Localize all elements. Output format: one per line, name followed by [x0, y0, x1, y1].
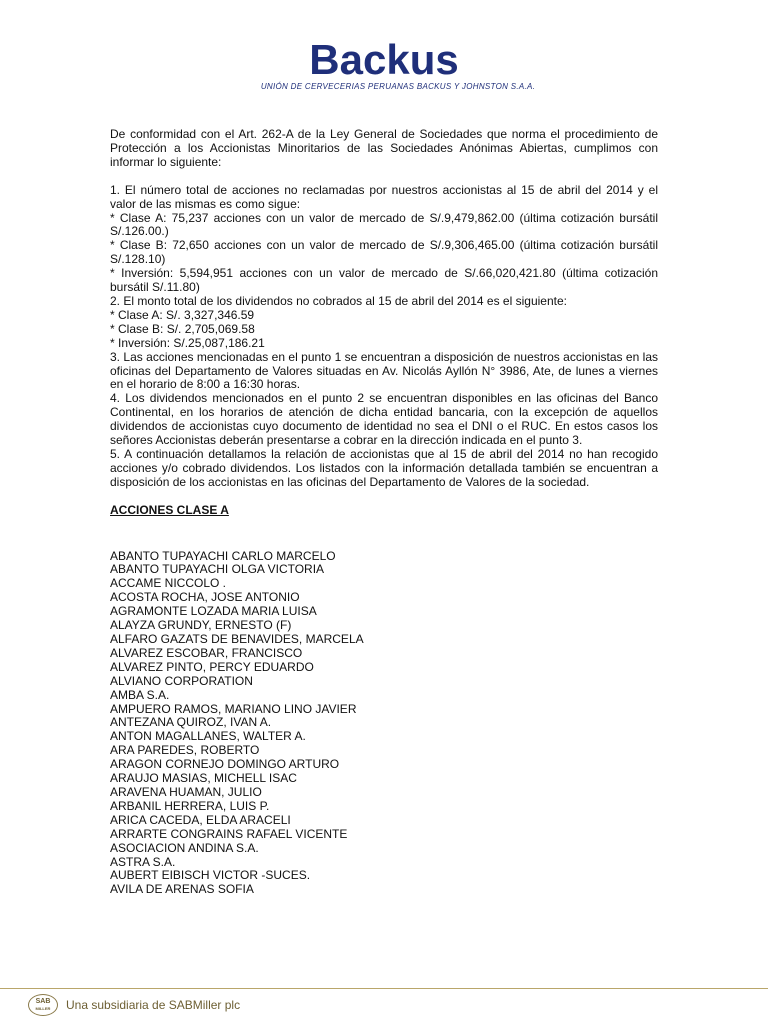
- footer-divider: [0, 988, 768, 989]
- backus-logo: Backus: [309, 36, 459, 83]
- section-title: ACCIONES CLASE A: [110, 502, 229, 517]
- body-line: 5. A continuación detallamos la relación de accionistas que al 15 de abril del 2014 no han recogido acciones y/o cobrado dividendos. Los listados con la información detallada también se encuentran a disposición de los accionistas en las oficinas del Departamento de Valores de la sociedad.: [110, 446, 658, 489]
- list-item: ARRARTE CONGRAINS RAFAEL VICENTE: [110, 826, 348, 841]
- body-line: 4. Los dividendos mencionados en el punto 2 se encuentran disponibles en las oficinas del Banco Continental, en los horarios de atención de dicha entidad bancaria, con la excepción de aquellos dividendos de accionistas cuyo documento de identidad no sea el DNI o el RUC. En estos casos los señores Accionistas deberán presentarse a cobrar en la dirección indicada en el punto 3.: [110, 391, 658, 448]
- list-item: ASOCIACION ANDINA S.A.: [110, 840, 259, 855]
- list-item: ACCAME NICCOLO .: [110, 576, 227, 591]
- document-body: [110, 128, 658, 897]
- list-item: AMPUERO RAMOS, MARIANO LINO JAVIER: [110, 701, 357, 716]
- list-item: ARAUJO MASIAS, MICHELL ISAC: [110, 771, 297, 786]
- badge-subtext: MILLER: [35, 1006, 51, 1011]
- footer-text: Una subsidiaria de SABMiller plc: [66, 998, 241, 1012]
- body-line: * Inversión: 5,594,951 acciones con un valor de mercado de S/.66,020,421.80 (última cotización bursátil S/.11.80): [110, 266, 658, 295]
- body-line: * Clase A: S/. 3,327,346.59: [110, 307, 255, 322]
- letterhead: [0, 38, 768, 91]
- body-line: * Clase B: 72,650 acciones con un valor de mercado de S/.9,306,465.00 (última cotización bursátil S/.128.10): [110, 238, 658, 267]
- list-item: ARBANIL HERRERA, LUIS P.: [110, 798, 270, 813]
- company-subtitle: UNIÓN DE CERVECERIAS PERUANAS BACKUS Y JOHNSTON S.A.A.: [260, 82, 536, 91]
- body-line: 3. Las acciones mencionadas en el punto 1 se encuentran a disposición de nuestros accionistas en las oficinas del Departamento de Valores situadas en Av. Nicolás Ayllón N° 3986, Ate, de lunes a viernes en el horario de 8:00 a 16:30 horas.: [110, 349, 658, 392]
- list-item: AGRAMONTE LOZADA MARIA LUISA: [110, 604, 317, 619]
- list-item: ABANTO TUPAYACHI CARLO MARCELO: [110, 548, 336, 563]
- body-line: * Clase B: S/. 2,705,069.58: [110, 321, 255, 336]
- shareholder-list: [110, 550, 658, 898]
- list-item: AMBA S.A.: [110, 687, 170, 702]
- intro-paragraph: De conformidad con el Art. 262-A de la Ley General de Sociedades que norma el procedimiento de Protección a los Accionistas Minoritarios de las Sociedades Anónimas Abiertas, cumplimos con informar lo siguiente:: [110, 127, 658, 169]
- list-item: ALVAREZ PINTO, PERCY EDUARDO: [110, 659, 314, 674]
- list-item: ALFARO GAZATS DE BENAVIDES, MARCELA: [110, 632, 364, 646]
- list-item: ALAYZA GRUNDY, ERNESTO (F): [110, 618, 292, 633]
- body-line: * Clase A: 75,237 acciones con un valor de mercado de S/.9,479,862.00 (última cotización bursátil S/.126.00.): [110, 210, 658, 239]
- list-item: ARA PAREDES, ROBERTO: [110, 743, 260, 758]
- badge-text: SAB: [35, 998, 51, 1005]
- list-item: ANTEZANA QUIROZ, IVAN A.: [110, 715, 272, 730]
- list-item: ALVIANO CORPORATION: [110, 673, 253, 688]
- sabmiller-logo: [28, 994, 58, 1016]
- list-item: ANTON MAGALLANES, WALTER A.: [110, 729, 306, 744]
- list-item: ACOSTA ROCHA, JOSE ANTONIO: [110, 590, 300, 605]
- list-item: ARAGON CORNEJO DOMINGO ARTURO: [110, 757, 340, 772]
- footer: [28, 994, 240, 1016]
- body-line: * Inversión: S/.25,087,186.21: [110, 335, 265, 350]
- list-item: AUBERT EIBISCH VICTOR -SUCES.: [110, 868, 311, 883]
- list-item: ARAVENA HUAMAN, JULIO: [110, 784, 262, 799]
- body-line: 1. El número total de acciones no reclamadas por nuestros accionistas al 15 de abril del 2014 y el valor de las mismas es como sigue:: [110, 182, 658, 211]
- list-item: AVILA DE ARENAS SOFIA: [110, 882, 254, 897]
- list-item: ABANTO TUPAYACHI OLGA VICTORIA: [110, 562, 325, 577]
- body-line: 2. El monto total de los dividendos no cobrados al 15 de abril del 2014 es el siguiente:: [110, 293, 567, 308]
- list-item: ASTRA S.A.: [110, 854, 176, 869]
- list-item: ARICA CACEDA, ELDA ARACELI: [110, 812, 291, 827]
- list-item: ALVAREZ ESCOBAR, FRANCISCO: [110, 645, 303, 660]
